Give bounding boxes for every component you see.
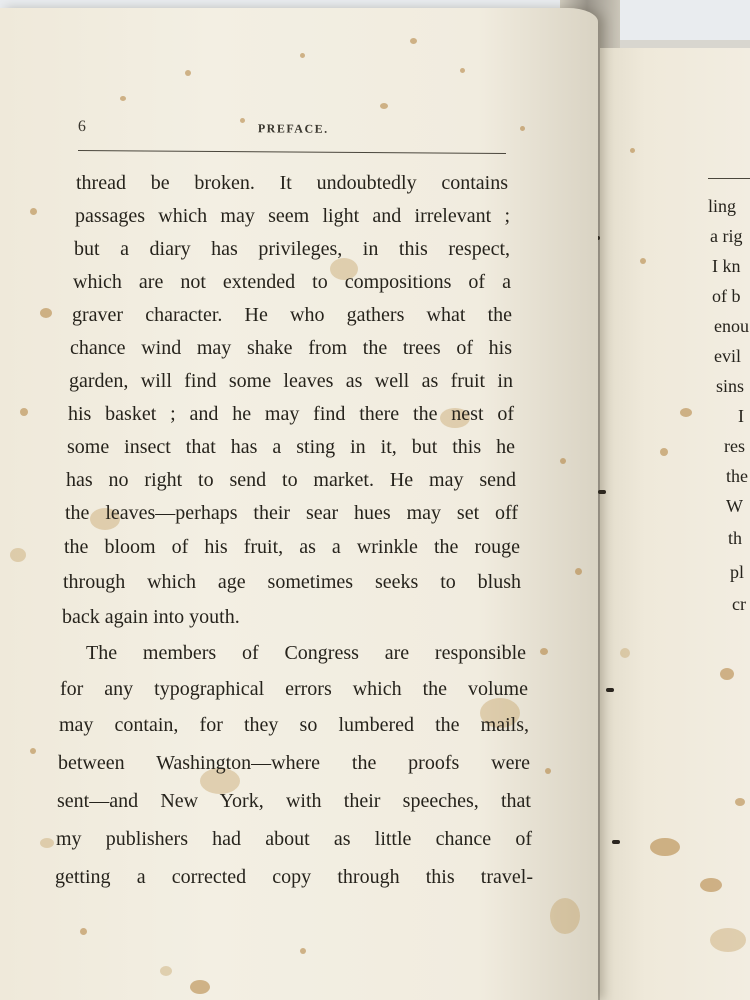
text-line: has no right to send to market. He may send (66, 469, 516, 491)
facing-line: pl (730, 562, 745, 582)
text-line: passages which may seem light and irrelevant ; (75, 205, 510, 227)
facing-line: cr (732, 594, 746, 614)
text-line: graver character. He who gathers what the (72, 304, 512, 326)
facing-line: the (726, 466, 748, 486)
text-line: my publishers had about as little chance of (56, 828, 532, 850)
text-line: between Washington—where the proofs were (58, 752, 530, 774)
page-heading: PREFACE. (257, 121, 329, 136)
binding-stitch (612, 840, 620, 844)
facing-line: a rig (710, 226, 743, 246)
binding-stitch (606, 688, 614, 692)
text-line: some insect that has a sting in it, but this he (67, 436, 515, 458)
text-line: for any typographical errors which the volume (60, 678, 528, 700)
text-line: sent—and New York, with their speeches, that (57, 790, 531, 812)
facing-line: I (738, 406, 744, 426)
facing-line: enou (714, 316, 749, 336)
text-line: the bloom of his fruit, as a wrinkle the rouge (64, 536, 520, 558)
facing-line: sins (716, 376, 745, 396)
text-line: The members of Congress are responsible (86, 642, 526, 664)
text-line: thread be broken. It undoubtedly contains (76, 172, 508, 194)
text-line: getting a corrected copy through this travel- (55, 866, 533, 888)
facing-line: res (724, 436, 745, 456)
facing-line: W (726, 496, 743, 516)
text-line: through which age sometimes seeks to blush (63, 571, 521, 593)
facing-line: of b (712, 286, 741, 306)
text-line: may contain, for they so lumbered the mails, (59, 714, 529, 736)
facing-line: ling (708, 196, 737, 216)
text-line: but a diary has privileges, in this respect, (74, 238, 510, 260)
text-line: the leaves—perhaps their sear hues may set off (65, 502, 518, 524)
facing-page-rule (708, 178, 750, 179)
text-line: chance wind may shake from the trees of his (70, 337, 512, 359)
text-line: back again into youth. (62, 606, 240, 628)
text-line: which are not extended to compositions of a (73, 271, 511, 293)
text-line: garden, will find some leaves as well as fruit in (69, 370, 513, 392)
text-line: his basket ; and he may find there the nest of (68, 403, 514, 425)
facing-line: evil (714, 346, 741, 366)
facing-page (600, 48, 750, 1000)
facing-line: I kn (712, 256, 741, 276)
facing-line: th (728, 528, 743, 548)
page-number: 6 (77, 118, 86, 136)
